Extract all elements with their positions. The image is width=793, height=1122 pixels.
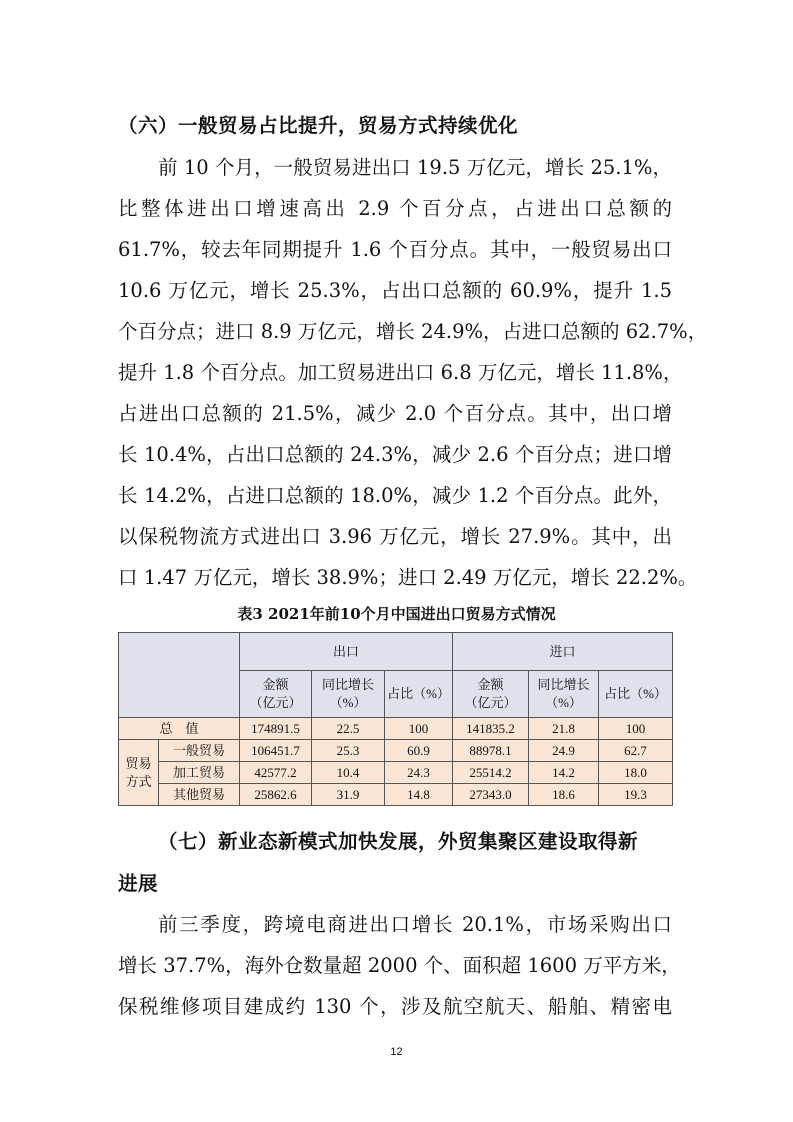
table-caption: 表3 2021年前10个月中国进出口贸易方式情况 bbox=[237, 605, 556, 623]
paragraph-line: 提升 1.8 个百分点。加工贸易进出口 6.8 万亿元，增长 11.8%， bbox=[118, 361, 683, 384]
page-number: 12 bbox=[390, 1046, 403, 1058]
row-label: 一般贸易 bbox=[159, 740, 240, 762]
row-label: 加工贸易 bbox=[159, 762, 240, 784]
header-import-amount bbox=[453, 671, 529, 718]
header-growth-label: 同比增长 bbox=[537, 677, 590, 692]
header-export-growth bbox=[312, 671, 385, 718]
header-export-amount bbox=[240, 671, 312, 718]
group-label-line: 方式 bbox=[125, 773, 152, 789]
cell-import-amount: 25514.2 bbox=[453, 762, 529, 784]
header-export-share: 占比（%） bbox=[385, 671, 453, 718]
row-group-label bbox=[119, 740, 159, 806]
paragraph-line: 前三季度，跨境电商进出口增长 20.1%，市场采购出口 bbox=[158, 913, 672, 936]
table-header-row bbox=[119, 633, 673, 671]
cell-export-share: 14.8 bbox=[385, 784, 453, 806]
header-import-share: 占比（%） bbox=[599, 671, 673, 718]
section-6-heading: （六）一般贸易占比提升，贸易方式持续优化 bbox=[118, 114, 519, 137]
cell-export-growth: 22.5 bbox=[312, 718, 385, 740]
cell-export-growth: 25.3 bbox=[312, 740, 385, 762]
header-growth-unit: （%） bbox=[329, 695, 367, 710]
paragraph-line: 增长 37.7%，海外仓数量超 2000 个、面积超 1600 万平方米， bbox=[118, 954, 681, 977]
cell-import-share: 19.3 bbox=[599, 784, 673, 806]
group-label-line: 贸易 bbox=[125, 755, 152, 771]
cell-export-share: 100 bbox=[385, 718, 453, 740]
table-row-processing bbox=[119, 762, 673, 784]
cell-import-amount: 27343.0 bbox=[453, 784, 529, 806]
paragraph-line: 个百分点；进口 8.9 万亿元，增长 24.9%，占进口总额的 62.7%， bbox=[118, 320, 708, 343]
cell-export-amount: 106451.7 bbox=[240, 740, 312, 762]
cell-export-share: 24.3 bbox=[385, 762, 453, 784]
cell-export-share: 60.9 bbox=[385, 740, 453, 762]
table-row-total bbox=[119, 718, 673, 740]
paragraph-line: 保税维修项目建成约 130 个，涉及航空航天、船舶、精密电 bbox=[118, 995, 672, 1018]
cell-import-amount: 88978.1 bbox=[453, 740, 529, 762]
cell-import-growth: 14.2 bbox=[529, 762, 599, 784]
cell-import-growth: 24.9 bbox=[529, 740, 599, 762]
section-7-heading-continued: 进展 bbox=[118, 872, 159, 895]
paragraph-line: 10.6 万亿元，增长 25.3%，占出口总额的 60.9%，提升 1.5 bbox=[118, 279, 672, 302]
paragraph-line: 占进出口总额的 21.5%，减少 2.0 个百分点。其中，出口增 bbox=[118, 402, 672, 425]
paragraph-line: 前 10 个月，一般贸易进出口 19.5 万亿元，增长 25.1%， bbox=[158, 156, 672, 179]
header-export: 出口 bbox=[240, 633, 453, 671]
trade-mode-table bbox=[118, 632, 673, 806]
table-row-general bbox=[119, 740, 673, 762]
header-corner-cell bbox=[119, 633, 240, 718]
paragraph-line: 长 14.2%，占进口总额的 18.0%，减少 1.2 个百分点。此外， bbox=[118, 484, 672, 507]
paragraph-line: 比整体进出口增速高出 2.9 个百分点，占进出口总额的 bbox=[118, 197, 672, 220]
cell-import-growth: 18.6 bbox=[529, 784, 599, 806]
header-amount-label: 金额 bbox=[262, 677, 289, 692]
section-7-heading: （七）新业态新模式加快发展，外贸集聚区建设取得新 bbox=[158, 830, 639, 853]
header-amount-label: 金额 bbox=[477, 677, 504, 692]
cell-export-amount: 174891.5 bbox=[240, 718, 312, 740]
header-growth-label: 同比增长 bbox=[321, 677, 374, 692]
cell-import-share: 18.0 bbox=[599, 762, 673, 784]
header-growth-unit: （%） bbox=[545, 695, 582, 710]
cell-import-share: 62.7 bbox=[599, 740, 673, 762]
cell-export-growth: 10.4 bbox=[312, 762, 385, 784]
header-amount-unit: （亿元） bbox=[464, 695, 517, 710]
header-import-growth bbox=[529, 671, 599, 718]
cell-export-growth: 31.9 bbox=[312, 784, 385, 806]
cell-export-amount: 42577.2 bbox=[240, 762, 312, 784]
cell-import-growth: 21.8 bbox=[529, 718, 599, 740]
header-import: 进口 bbox=[453, 633, 673, 671]
paragraph-line: 以保税物流方式进出口 3.96 万亿元，增长 27.9%。其中，出 bbox=[118, 525, 672, 548]
cell-export-amount: 25862.6 bbox=[240, 784, 312, 806]
row-label: 其他贸易 bbox=[159, 784, 240, 806]
paragraph-line: 61.7%，较去年同期提升 1.6 个百分点。其中，一般贸易出口 bbox=[118, 238, 672, 261]
cell-import-amount: 141835.2 bbox=[453, 718, 529, 740]
table-row-other bbox=[119, 784, 673, 806]
paragraph-line: 长 10.4%，占出口总额的 24.3%，减少 2.6 个百分点；进口增 bbox=[118, 443, 672, 466]
paragraph-line: 口 1.47 万亿元，增长 38.9%；进口 2.49 万亿元，增长 22.2%。 bbox=[118, 566, 698, 589]
cell-import-share: 100 bbox=[599, 718, 673, 740]
row-label-total: 总 值 bbox=[119, 718, 240, 740]
header-amount-unit: （亿元） bbox=[249, 695, 302, 710]
